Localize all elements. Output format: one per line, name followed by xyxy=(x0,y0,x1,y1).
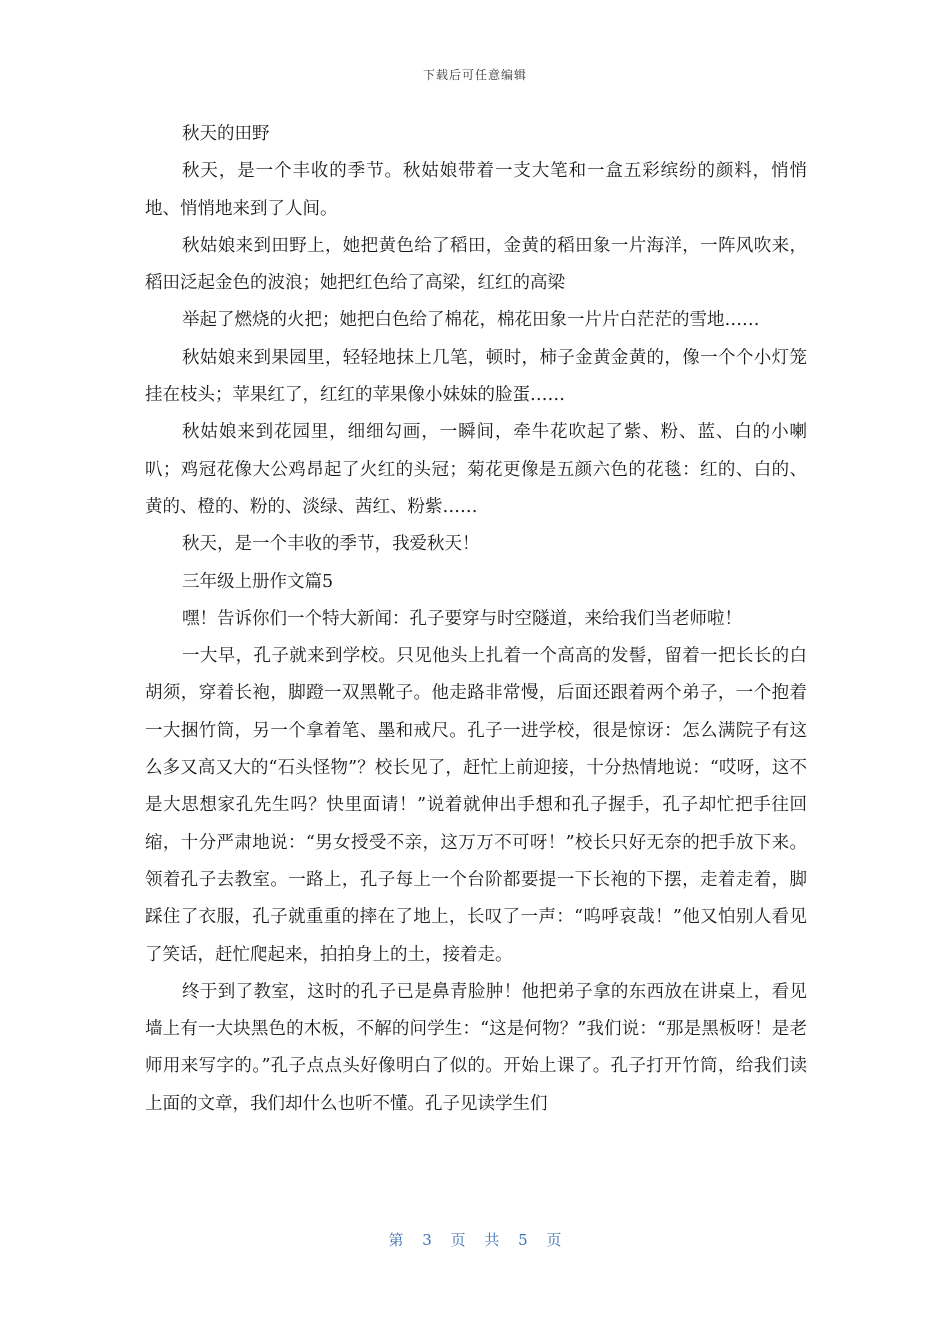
essay-title-autumn-fields: 秋天的田野 xyxy=(182,124,270,144)
body-paragraph: 嘿！告诉你们一个特大新闻：孔子要穿与时空隧道，来给我们当老师啦！ xyxy=(182,608,742,629)
body-paragraph: 秋姑娘来到田野上，她把黄色给了稻田，金黄的稻田象一片海洋，一阵风吹来，稻田泛起金色的波浪；她把红色给了高梁，红红的高梁 xyxy=(145,235,807,294)
body-paragraph: 举起了燃烧的火把；她把白色给了棉花，棉花田象一片片白茫茫的雪地…… xyxy=(182,310,760,331)
body-paragraph: 秋姑娘来到花园里，细细勾画，一瞬间，牵牛花吹起了紫、粉、蓝、白的小喇叭；鸡冠花像大公鸡昂起了火红的头冠；菊花更像是五颜六色的花毯：红的、白的、黄的、橙的、粉的、淡绿、茜红、粉紫…… xyxy=(145,422,807,517)
body-paragraph: 一大早，孔子就来到学校。只见他头上扎着一个高高的发髻，留着一把长长的白胡须，穿着长袍，脚蹬一双黑靴子。他走路非常慢，后面还跟着两个弟子，一个抱着一大捆竹筒，另一个拿着笔、墨和戒尺。孔子一进学校，很是惊讶：怎么满院子有这么多又高又大的“石头怪物”？校长见了，赶忙上前迎接，十分热情地说：“哎呀，这不是大思想家孔先生吗？快里面请！”说着就伸出手想和孔子握手，孔子却忙把手往回缩，十分严肃地说：“男女授受不亲，这万万不可呀！”校长只好无奈的把手放下来。领着孔子去教室。一路上，孔子每上一个台阶都要提一下长袍的下摆，走着走着，脚踩住了衣服，孔子就重重的摔在了地上，长叹了一声：“呜呼哀哉！”他又怕别人看见了笑话，赶忙爬起来，拍拍身上的土，接着走。 xyxy=(145,646,807,965)
body-paragraph: 秋天，是一个丰收的季节，我爱秋天！ xyxy=(182,534,480,555)
page-header: 下载后可任意编辑 xyxy=(422,68,527,82)
document-body xyxy=(145,116,807,1123)
body-paragraph: 秋姑娘来到果园里，轻轻地抹上几笔，顿时，柿子金黄金黄的，像一个个小灯笼挂在枝头；苹果红了，红红的苹果像小妹妹的脸蛋…… xyxy=(145,347,807,406)
body-paragraph: 终于到了教室，这时的孔子已是鼻青脸肿！他把弟子拿的东西放在讲桌上，看见墙上有一大块黑色的木板，不解的问学生：“这是何物？”我们说：“那是黑板呀！是老师用来写字的。”孔子点点头好像明白了似的。开始上课了。孔子打开竹筒，给我们读上面的文章，我们却什么也听不懂。孔子见读学生们 xyxy=(145,981,807,1114)
body-paragraph: 秋天，是一个丰收的季节。秋姑娘带着一支大笔和一盒五彩缤纷的颜料，悄悄地、悄悄地来到了人间。 xyxy=(145,161,807,219)
section-heading-essay-5: 三年级上册作文篇5 xyxy=(182,571,334,592)
page-number-footer: 第 3 页 共 5 页 xyxy=(388,1231,562,1249)
